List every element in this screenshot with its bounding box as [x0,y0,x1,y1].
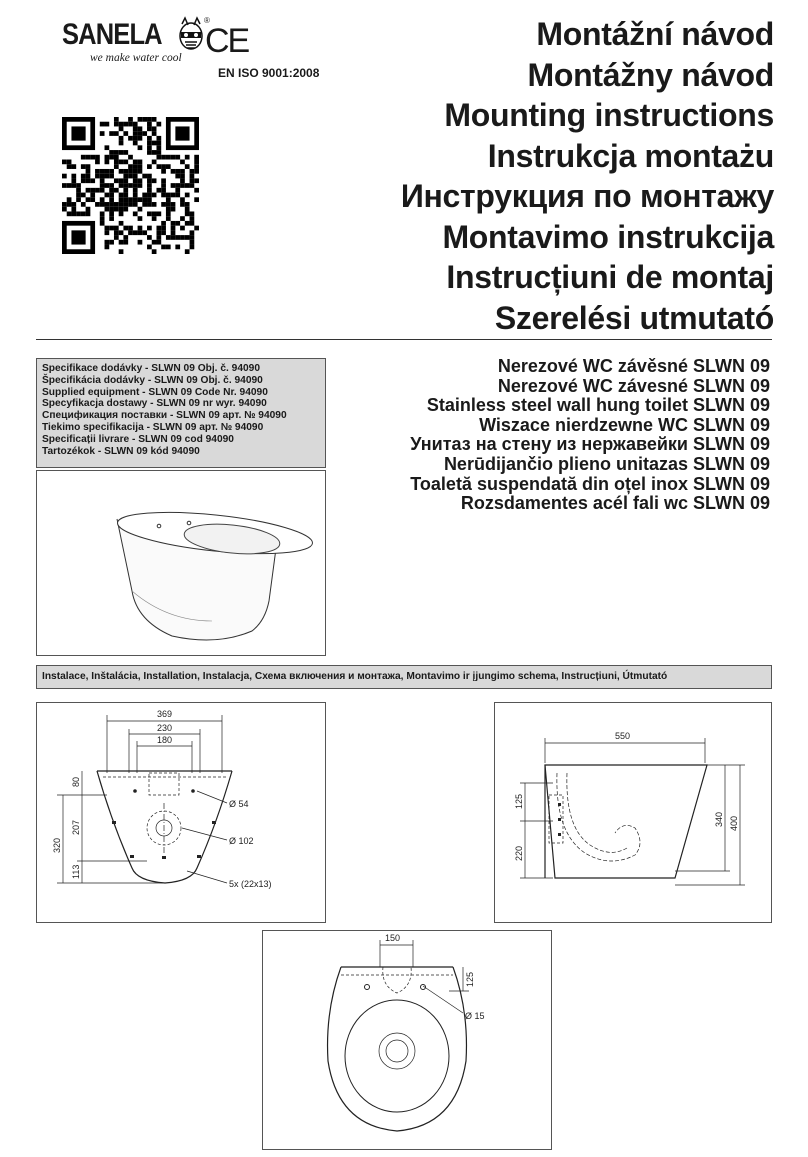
product-name-pl: Wiszace nierdzewne WC SLWN 09 [479,414,770,435]
title-block [401,14,774,338]
side-view-diagram [494,702,772,923]
title-cz: Montážní návod [536,16,774,52]
product-name-lt: Nerūdijančio plieno unitazas SLWN 09 [443,453,770,474]
installation-header: Instalace, Inštalácia, Installation, Instalacja, Схема включения и монтажа, Montavimo ir įjungimo schema, Instrucțiuni, Útmutató [36,665,772,689]
title-en: Mounting instructions [444,97,774,133]
toilet-product-illustration [37,471,325,655]
label-holes: 5x (22x13) [229,879,272,889]
title-sk: Montážny návod [527,56,774,93]
title-ro: Instrucțiuni de montaj [446,259,774,295]
brand-tagline: we make water cool [90,52,182,64]
dim-320: 320 [52,837,62,853]
side-view-drawing [495,703,771,922]
product-image-frame [36,470,326,656]
header-divider [36,339,772,340]
spec-line: Specifikace dodávky - SLWN 09 Obj. č. 94090 [42,363,260,374]
product-name-cz: Nerezové WC závěsné SLWN 09 [497,356,770,376]
dim-400: 400 [729,815,739,831]
raccoon-mascot-icon [176,16,206,52]
dim-80: 80 [71,776,81,787]
product-name-ru: Унитаз на стену из нержавейки SLWN 09 [410,434,770,455]
supplied-equipment-box [36,358,326,468]
label-d54: Ø 54 [229,799,249,809]
title-pl: Instrukcja montażu [487,137,774,174]
spec-line: Спецификация поставки - SLWN 09 арт. № 94090 [42,410,287,422]
registered-mark: ® [204,16,210,25]
front-view-drawing [37,703,325,922]
dim-207: 207 [71,819,81,835]
iso-certification: EN ISO 9001:2008 [218,66,320,80]
dim-230: 230 [157,723,173,733]
qr-code-icon [62,117,199,254]
dim-113: 113 [71,864,81,879]
dim-369: 369 [157,709,173,719]
top-view-diagram [262,930,552,1150]
ce-mark: CE [205,22,249,60]
dim-125-top: 125 [465,971,475,987]
spec-line: Supplied equipment - SLWN 09 Code Nr. 94090 [42,386,268,398]
front-view-diagram [36,702,326,923]
title-ru: Инструкция по монтажу [400,178,774,214]
spec-line: Tartozékok - SLWN 09 kód 94090 [42,445,200,457]
top-view-drawing [263,931,551,1149]
spec-line: Špecifikácia dodávky - SLWN 09 Obj. č. 94090 [42,374,263,386]
product-name-en: Stainless steel wall hung toilet SLWN 09 [426,395,770,416]
product-name-list [410,357,770,514]
label-d15: Ø 15 [465,1011,485,1021]
title-lt: Montavimo instrukcija [442,218,774,255]
product-name-hu: Rozsdamentes acél fali wc SLWN 09 [460,493,770,514]
spec-line: Tiekimo specifikacija - SLWN 09 арт. № 94090 [42,421,264,433]
spec-line: Specificații livrare - SLWN 09 cod 94090 [42,433,234,445]
product-name-sk: Nerezové WC závesné SLWN 09 [497,375,770,396]
spec-line: Specyfikacja dostawy - SLWN 09 nr wyr. 94090 [42,398,267,410]
product-name-ro: Toaletă suspendată din oțel inox SLWN 09 [410,473,770,494]
label-d102: Ø 102 [229,836,254,846]
dim-180: 180 [157,735,173,745]
dim-550: 550 [615,731,631,741]
dim-340: 340 [714,811,724,827]
dim-125: 125 [514,793,524,809]
title-hu: Szerelési utmutató [494,299,774,336]
dim-220: 220 [514,845,524,861]
dim-150: 150 [385,933,401,943]
brand-name: SANELA [62,18,162,51]
